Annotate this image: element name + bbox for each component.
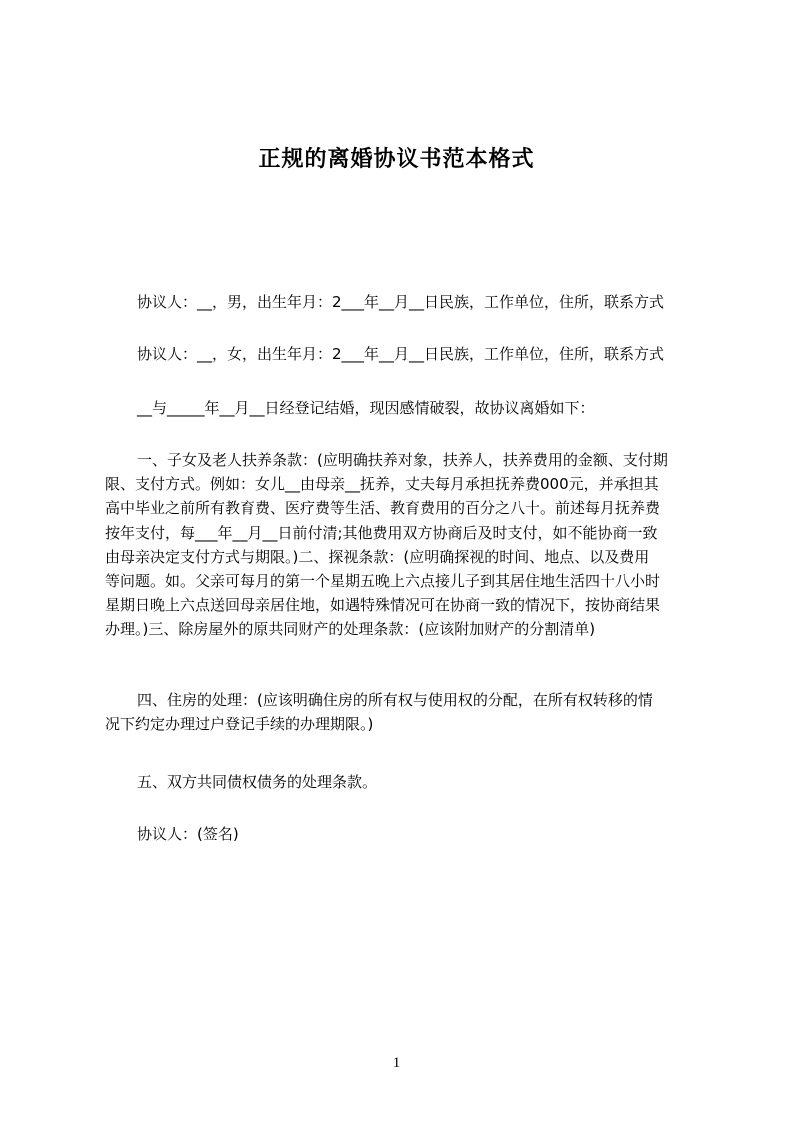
page-number: 1 [392,1055,401,1071]
marriage-registration-paragraph [105,396,705,420]
paragraph-line: 办理。)三、除房屋外的原共同财产的处理条款：(应该附加财产的分割清单) [105,620,596,639]
paragraph-line: 等问题。如。父亲可每月的第一个星期五晚上六点接儿子到其居住地生活四十八小时 [105,571,661,590]
paragraph-line: 星期日晚上六点送回母亲居住地，如遇特殊情况可在协商一致的情况下，按协商结果 [105,596,661,615]
paragraph-line: 按年支付，每___年__月__日前付清;其他费用双方协商后及时支付，如不能协商一致 [105,523,658,542]
signature-paragraph [105,822,705,846]
debt-clause-paragraph [105,770,705,794]
paragraph-line: 协议人：(签名) [137,825,239,843]
paragraph-line: 由母亲决定支付方式与期限。)二、探视条款：(应明确探视的时间、地点、以及费用 [105,547,650,566]
paragraph-line: 高中毕业之前所有教育费、医疗费等生活、教育费用的百分之八十。前述每月抚养费 [105,499,661,518]
child-support-clause-paragraph [105,448,705,642]
paragraph-line: 限、支付方式。例如：女儿__由母亲__抚养，丈夫每月承担抚养费000元，并承担其 [105,475,659,494]
party-female-paragraph [105,342,705,366]
paragraph-line: 协议人：__，女，出生年月：2___年__月__日民族，工作单位，住所，联系方式 [137,345,665,363]
housing-clause-paragraph [105,688,705,736]
paragraph-line: 况下约定办理过户登记手续的办理期限。) [105,715,374,734]
paragraph-line: 五、双方共同债权债务的处理条款。 [137,773,378,791]
party-male-paragraph [105,290,705,314]
paragraph-line: 一、子女及老人扶养条款：(应明确扶养对象，扶养人，扶养费用的金额、支付期 [137,451,668,469]
paragraph-line: 协议人：__，男，出生年月：2___年__月__日民族，工作单位，住所，联系方式 [137,293,665,311]
paragraph-line: __与_____年__月__日经登记结婚，现因感情破裂，故协议离婚如下： [137,399,595,417]
paragraph-line: 四、住房的处理：(应该明确住房的所有权与使用权的分配，在所有权转移的情 [137,691,653,709]
document-title: 正规的离婚协议书范本格式 [258,147,535,172]
